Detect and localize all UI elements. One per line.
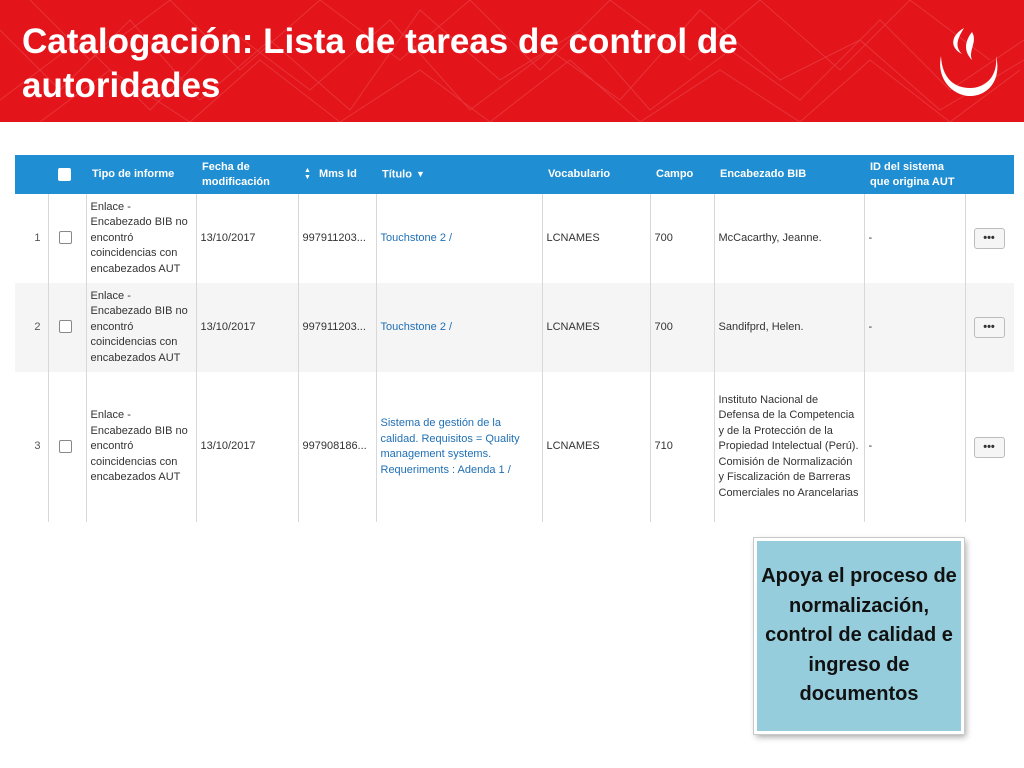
header-mms-label: Mms Id (318, 168, 357, 180)
header-vocabulary[interactable]: Vocabulario (542, 155, 650, 194)
header-row-number (15, 155, 48, 194)
table-row[interactable] (15, 372, 1014, 522)
task-table (15, 155, 1014, 522)
header-date[interactable] (196, 155, 298, 194)
title-cell (376, 372, 542, 522)
upc-flame-logo-icon (928, 22, 1008, 102)
report-type-cell: Enlace - Encabezado BIB no encontró coincidencias con encabezados AUT (86, 372, 196, 522)
header-select-all[interactable] (48, 155, 86, 194)
header-system-id[interactable]: ID del sistema que origina AUT (864, 155, 965, 194)
row-checkbox[interactable] (59, 440, 72, 453)
modified-date-cell: 13/10/2017 (196, 372, 298, 522)
bib-heading-cell: Sandifprd, Helen. (714, 283, 864, 372)
system-id-cell: - (864, 372, 965, 522)
row-select-cell[interactable] (48, 283, 86, 372)
mms-id-cell: 997911203... (298, 194, 376, 283)
header-title-label: Título (382, 168, 412, 181)
select-all-checkbox[interactable] (58, 168, 71, 181)
header-actions (965, 155, 1014, 194)
title-link[interactable]: Sistema de gestión de la calidad. Requisitos = Quality management systems. Requeriments : Adenda 1 / (380, 417, 520, 476)
table-row[interactable] (15, 194, 1014, 283)
row-number: 2 (15, 283, 48, 372)
title-cell (376, 194, 542, 283)
authority-control-task-list (15, 155, 1014, 525)
report-type-cell: Enlace - Encabezado BIB no encontró coincidencias con encabezados AUT (86, 283, 196, 372)
field-cell: 700 (650, 283, 714, 372)
header-mms-id[interactable] (298, 155, 376, 194)
modified-date-cell: 13/10/2017 (196, 194, 298, 283)
row-actions-button[interactable]: ••• (974, 437, 1005, 458)
header-date-label: Fecha de modificación (202, 160, 270, 188)
mms-id-cell: 997908186... (298, 372, 376, 522)
bib-heading-cell: Instituto Nacional de Defensa de la Competencia y de la Protección de la Propiedad Intelectual (Perú). Comisión de Normalización y Fiscalización de Barreras Comerciales no Arancelarias (714, 372, 864, 522)
callout-text: Apoya el proceso de normalización, control de calidad e ingreso de documentos (761, 565, 957, 706)
table-header-row (15, 155, 1014, 194)
header-bib-heading[interactable]: Encabezado BIB (714, 155, 864, 194)
system-id-cell: - (864, 283, 965, 372)
actions-cell (965, 372, 1014, 522)
row-actions-button[interactable]: ••• (974, 317, 1005, 338)
callout-box (754, 538, 964, 734)
vocabulary-cell: LCNAMES (542, 283, 650, 372)
vocabulary-cell: LCNAMES (542, 194, 650, 283)
row-number: 3 (15, 372, 48, 522)
table-row[interactable] (15, 283, 1014, 372)
header-type[interactable]: Tipo de informe (86, 155, 196, 194)
actions-cell (965, 283, 1014, 372)
bib-heading-cell: McCacarthy, Jeanne. (714, 194, 864, 283)
title-cell (376, 283, 542, 372)
report-type-cell: Enlace - Encabezado BIB no encontró coincidencias con encabezados AUT (86, 194, 196, 283)
row-checkbox[interactable] (59, 231, 72, 244)
row-select-cell[interactable] (48, 194, 86, 283)
row-checkbox[interactable] (59, 320, 72, 333)
field-cell: 700 (650, 194, 714, 283)
title-link[interactable]: Touchstone 2 / (380, 320, 453, 333)
mms-id-cell: 997911203... (298, 283, 376, 372)
header-title[interactable] (376, 155, 542, 194)
field-cell: 710 (650, 372, 714, 522)
header-field[interactable]: Campo (650, 155, 714, 194)
actions-cell (965, 194, 1014, 283)
vocabulary-cell: LCNAMES (542, 372, 650, 522)
slide-title: Catalogación: Lista de tareas de control de autoridades (22, 22, 738, 105)
modified-date-cell: 13/10/2017 (196, 283, 298, 372)
row-number: 1 (15, 194, 48, 283)
title-link[interactable]: Touchstone 2 / (380, 231, 453, 244)
sort-desc-icon[interactable]: ▼ (415, 168, 425, 179)
title-banner (0, 0, 1024, 122)
row-select-cell[interactable] (48, 372, 86, 522)
system-id-cell: - (864, 194, 965, 283)
row-actions-button[interactable]: ••• (974, 228, 1005, 249)
sort-updown-icon[interactable]: ▲ ▼ (304, 167, 311, 182)
